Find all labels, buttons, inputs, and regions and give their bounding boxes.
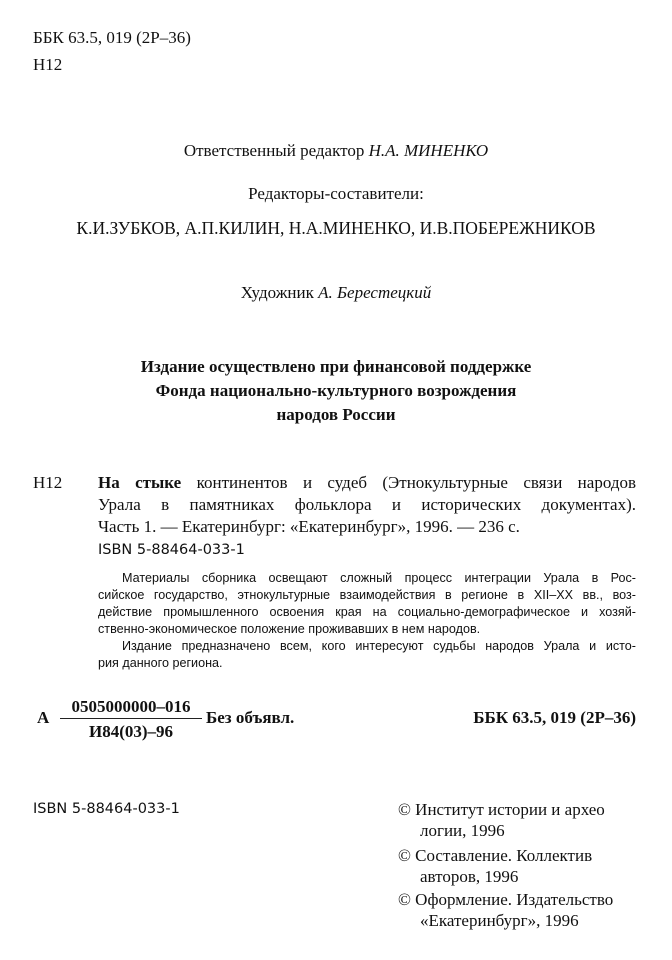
compilers-label: Редакторы-составители: — [248, 184, 424, 203]
catalog-line-2: Урала в памятниках фольклора и исторических документах). — [98, 495, 636, 514]
copyright-text: авторов, 1996 — [420, 867, 519, 886]
bbk-header: ББК 63.5, 019 (2Р–36) — [33, 28, 191, 47]
index-note: Без объявл. — [206, 708, 295, 727]
responsible-editor — [0, 141, 672, 161]
editor-name: Н.А. МИНЕНКО — [368, 141, 489, 160]
annotation-line: Материалы сборника освещают сложный процесс интеграции Урала в Рос- — [122, 571, 636, 585]
annotation-line: Издание предназначено всем, кого интересуют судьбы народов Урала и исто- — [122, 639, 636, 653]
support-line-3: народов России — [276, 405, 396, 424]
copyright-1 — [398, 799, 605, 841]
artist — [0, 283, 672, 303]
copyright-text: Оформление. Издательство — [415, 890, 614, 909]
catalog-line-3: Часть 1. — Екатеринбург: «Екатеринбург», 1996. — 236 с. — [98, 517, 520, 536]
book-title: На стыке — [98, 473, 182, 492]
support-line-2: Фонда национально-культурного возрождения — [155, 381, 517, 400]
copyright-text: Составление. Коллектив — [415, 846, 593, 865]
annotation-line: действие промышленного освоения края на социально-демографическое и хозяй- — [98, 605, 636, 619]
annotation-line: рия данного региона. — [98, 656, 223, 670]
editor-label: Ответственный редактор — [183, 141, 365, 160]
copyright-3 — [398, 889, 613, 931]
artist-label: Художник — [240, 283, 314, 302]
footer-isbn: ISBN 5-88464-033-1 — [33, 801, 180, 817]
catalog-isbn: ISBN 5-88464-033-1 — [98, 542, 245, 558]
copyright-icon: © — [398, 890, 411, 909]
catalog-text: континентов и судеб (Этнокультурные связи народов — [196, 473, 637, 492]
copyright-2 — [398, 845, 592, 887]
copyright-icon: © — [398, 846, 411, 865]
copyright-icon: © — [398, 800, 411, 819]
copyright-text: «Екатеринбург», 1996 — [420, 911, 579, 930]
support-line-1: Издание осуществлено при финансовой поддержке — [140, 357, 532, 376]
index-letter: А — [37, 708, 50, 727]
annotation-line: сийское государство, этнокультурные взаимодействия в регионе в XII–XX вв., воз- — [98, 588, 636, 602]
annotation-line: ственно-экономическое положение проживавших в нем народов. — [98, 622, 481, 636]
copyright-text: логии, 1996 — [420, 821, 505, 840]
fraction-line — [60, 718, 202, 719]
index-numerator: 0505000000–016 — [71, 697, 191, 716]
compilers-list: К.И.ЗУБКОВ, А.П.КИЛИН, Н.А.МИНЕНКО, И.В.ПОБЕРЕЖНИКОВ — [76, 218, 596, 238]
catalog-entry — [98, 473, 636, 558]
index-denominator: И84(03)–96 — [88, 722, 174, 741]
author-code: Н12 — [33, 55, 63, 74]
catalog-line-1 — [98, 473, 636, 493]
index-bbk: ББК 63.5, 019 (2Р–36) — [473, 708, 636, 727]
copyright-text: Институт истории и архео — [415, 800, 605, 819]
artist-name: А. Берестецкий — [318, 283, 432, 302]
catalog-code: Н12 — [33, 473, 63, 492]
annotation — [98, 570, 636, 672]
